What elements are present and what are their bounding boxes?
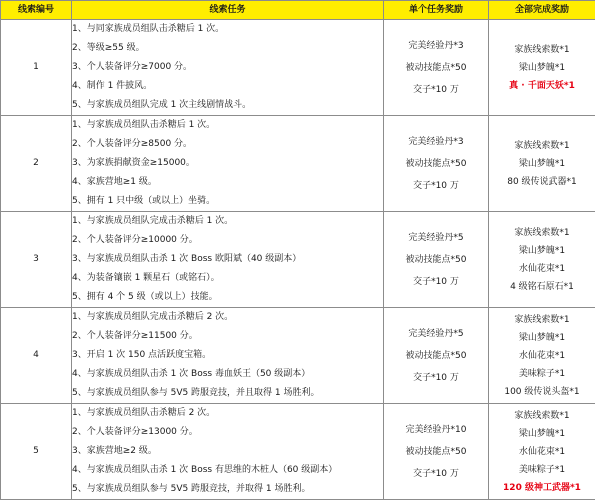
reward-item: 梁山梦魄*1	[518, 245, 566, 256]
reward-item: 水仙花束*1	[518, 263, 566, 274]
highlight-reward-item: 120 级神工武器*1	[503, 482, 581, 493]
reward-item: 4 级铭石原石*1	[510, 281, 574, 292]
reward-item: 梁山梦魄*1	[518, 158, 566, 169]
reward-item: 交子*10 万	[413, 372, 459, 383]
task-item: 3、个人装备评分≥7000 分。	[72, 62, 193, 72]
full-reward-cell	[489, 308, 595, 404]
table-row	[1, 20, 595, 116]
reward-item: 梁山梦魄*1	[518, 428, 566, 439]
header-full-reward: 全部完成奖励	[489, 1, 595, 20]
task-item: 4、制作 1 件披风。	[72, 81, 153, 91]
full-reward-cell	[489, 20, 595, 116]
reward-item: 100 级传说头盔*1	[504, 386, 580, 397]
reward-item: 美味粽子*1	[518, 464, 566, 475]
table-row	[1, 308, 595, 404]
task-item: 5、与家族成员组队参与 5V5 跨服竞技，并取得 1 场胜利。	[72, 484, 311, 494]
task-item: 2、等级≥55 级。	[72, 43, 145, 53]
reward-item: 水仙花束*1	[518, 446, 566, 457]
reward-item: 家族线索数*1	[514, 227, 570, 238]
clue-number: 3	[1, 212, 72, 308]
reward-item: 完美经验丹*5	[408, 232, 464, 243]
clue-number: 4	[1, 308, 72, 404]
single-reward-cell	[384, 308, 489, 404]
highlight-reward-item: 真 · 千面天妖*1	[509, 80, 575, 91]
task-item: 1、与家族成员组队完成击杀糖后 1 次。	[72, 216, 234, 226]
reward-item: 家族线索数*1	[514, 410, 570, 421]
reward-item: 被动技能点*50	[405, 446, 467, 457]
single-reward-cell	[384, 212, 489, 308]
task-list	[72, 20, 384, 116]
task-item: 2、个人装备评分≥8500 分。	[72, 139, 193, 149]
task-item: 4、家族营地≥1 级。	[72, 177, 157, 187]
task-item: 2、个人装备评分≥10000 分。	[72, 235, 198, 245]
task-item: 2、个人装备评分≥11500 分。	[72, 331, 198, 341]
table-row	[1, 116, 595, 212]
header-clue-number: 线索编号	[1, 1, 72, 20]
reward-item: 完美经验丹*3	[408, 136, 464, 147]
task-item: 3、开启 1 次 150 点活跃度宝箱。	[72, 350, 212, 360]
single-reward-cell	[384, 404, 489, 500]
task-item: 1、与同家族成员组队击杀糖后 1 次。	[72, 24, 225, 34]
reward-item: 梁山梦魄*1	[518, 62, 566, 73]
task-item: 5、与家族成员组队完成 1 次主线剧情战斗。	[72, 100, 252, 110]
task-item: 1、与家族成员组队完成击杀糖后 2 次。	[72, 312, 234, 322]
reward-item: 完美经验丹*10	[405, 424, 467, 435]
task-item: 4、与家族成员组队击杀 1 次 Boss 毒血妖王（50 级副本）	[72, 369, 311, 379]
reward-item: 交子*10 万	[413, 180, 459, 191]
full-reward-cell	[489, 212, 595, 308]
task-item: 5、拥有 4 个 5 级（或以上）技能。	[72, 292, 218, 302]
task-item: 1、与家族成员组队击杀糖后 2 次。	[72, 408, 216, 418]
reward-item: 梁山梦魄*1	[518, 332, 566, 343]
reward-item: 被动技能点*50	[405, 158, 467, 169]
reward-item: 家族线索数*1	[514, 314, 570, 325]
table-row	[1, 404, 595, 500]
reward-item: 交子*10 万	[413, 468, 459, 479]
reward-item: 水仙花束*1	[518, 350, 566, 361]
reward-item: 交子*10 万	[413, 84, 459, 95]
single-reward-cell	[384, 20, 489, 116]
single-reward-cell	[384, 116, 489, 212]
reward-item: 被动技能点*50	[405, 62, 467, 73]
task-list	[72, 308, 384, 404]
task-item: 3、为家族捐献资金≥15000。	[72, 158, 195, 168]
clue-number: 1	[1, 20, 72, 116]
task-item: 2、个人装备评分≥13000 分。	[72, 427, 198, 437]
clue-number: 5	[1, 404, 72, 500]
task-item: 5、与家族成员组队参与 5V5 跨服竞技，并且取得 1 场胜利。	[72, 388, 320, 398]
task-item: 4、为装备镶嵌 1 颗星石（或铭石）。	[72, 273, 220, 283]
task-item: 4、与家族成员组队击杀 1 次 Boss 有思维的木桩人（60 级副本）	[72, 465, 338, 475]
reward-item: 交子*10 万	[413, 276, 459, 287]
reward-item: 家族线索数*1	[514, 44, 570, 55]
reward-item: 被动技能点*50	[405, 254, 467, 265]
full-reward-cell	[489, 116, 595, 212]
header-clue-tasks: 线索任务	[72, 1, 384, 20]
task-item: 1、与家族成员组队击杀糖后 1 次。	[72, 120, 216, 130]
header-single-reward: 单个任务奖励	[384, 1, 489, 20]
task-list	[72, 116, 384, 212]
reward-item: 美味粽子*1	[518, 368, 566, 379]
task-item: 3、家族营地≥2 级。	[72, 446, 157, 456]
reward-item: 家族线索数*1	[514, 140, 570, 151]
task-item: 5、拥有 1 只中级（或以上）坐骑。	[72, 196, 216, 206]
reward-item: 80 级传说武器*1	[507, 176, 577, 187]
task-list	[72, 404, 384, 500]
header-row	[1, 1, 595, 20]
reward-item: 完美经验丹*3	[408, 40, 464, 51]
reward-item: 完美经验丹*5	[408, 328, 464, 339]
clue-number: 2	[1, 116, 72, 212]
reward-item: 被动技能点*50	[405, 350, 467, 361]
full-reward-cell	[489, 404, 595, 500]
task-list	[72, 212, 384, 308]
task-item: 3、与家族成员组队击杀 1 次 Boss 欧阳斌（40 级副本）	[72, 254, 302, 264]
table-row	[1, 212, 595, 308]
